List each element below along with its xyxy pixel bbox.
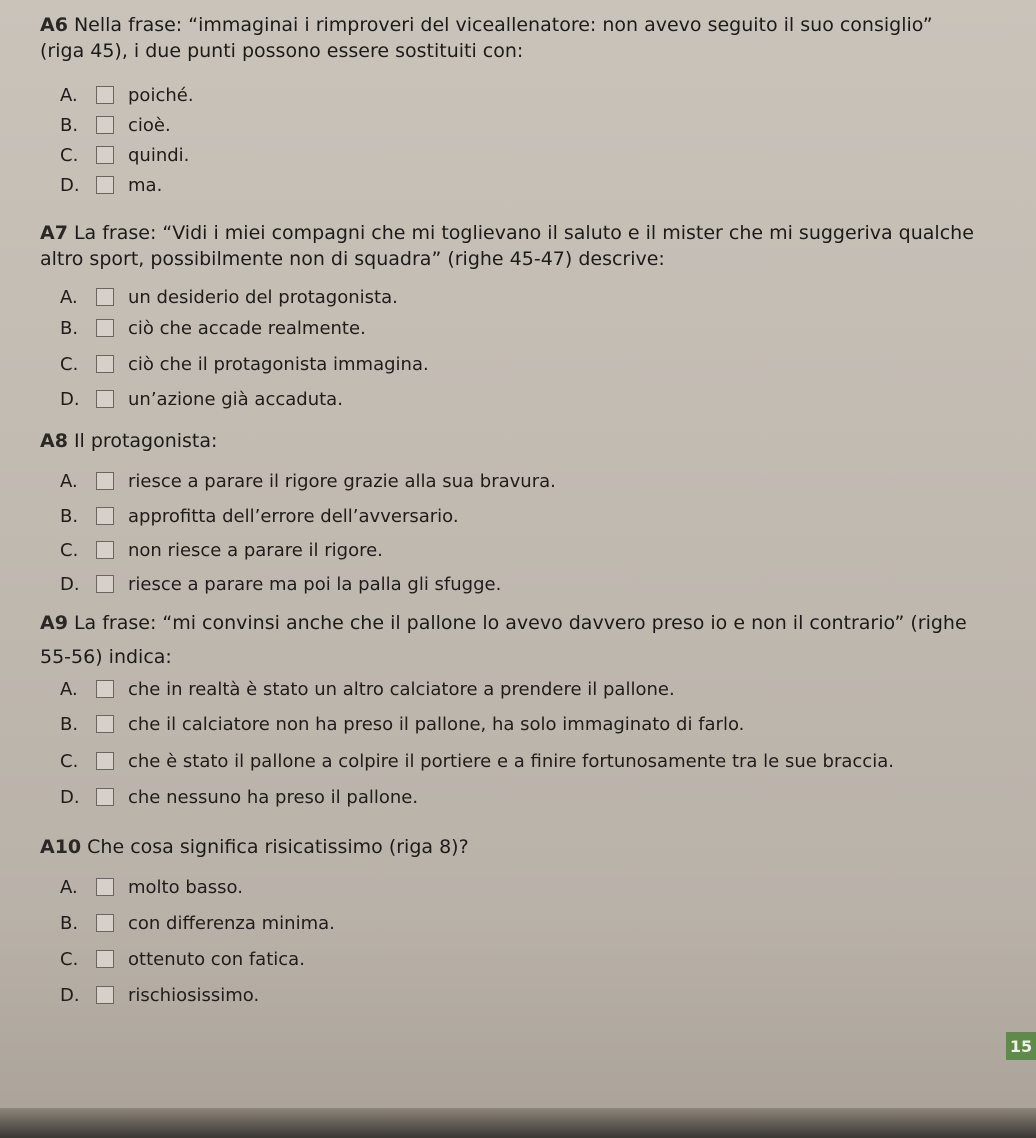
option-letter: C. — [60, 539, 79, 561]
option-text: riesce a parare ma poi la palla gli sfugge. — [128, 573, 502, 595]
checkbox[interactable] — [96, 950, 114, 968]
option-text: ottenuto con fatica. — [128, 948, 305, 970]
option-a10-b[interactable] — [60, 908, 335, 938]
option-text: ciò che accade realmente. — [128, 317, 366, 339]
option-letter: C. — [60, 750, 79, 772]
option-letter: A. — [60, 876, 78, 898]
question-text-line: Il protagonista: — [73, 430, 218, 452]
question-number: A8 — [40, 430, 68, 452]
option-a8-b[interactable] — [60, 501, 459, 531]
option-a9-a[interactable] — [60, 674, 675, 704]
option-text: che in realtà è stato un altro calciatore a prendere il pallone. — [128, 678, 675, 700]
option-a8-c[interactable] — [60, 535, 383, 565]
checkbox[interactable] — [96, 319, 114, 337]
option-text: che il calciatore non ha preso il pallone, ha solo immaginato di farlo. — [128, 713, 745, 735]
checkbox[interactable] — [96, 355, 114, 373]
option-text: approfitta dell’errore dell’avversario. — [128, 505, 459, 527]
option-text: quindi. — [128, 144, 190, 166]
option-letter: A. — [60, 678, 78, 700]
option-text: cioè. — [128, 114, 171, 136]
option-text: non riesce a parare il rigore. — [128, 539, 383, 561]
option-letter: B. — [60, 912, 79, 934]
question-a6 — [40, 12, 1006, 64]
question-text-line: (riga 45), i due punti possono essere sostituiti con: — [40, 40, 524, 62]
option-letter: C. — [60, 144, 79, 166]
option-a7-c[interactable] — [60, 349, 429, 379]
option-text: molto basso. — [128, 876, 243, 898]
option-a9-d[interactable] — [60, 782, 418, 812]
checkbox[interactable] — [96, 752, 114, 770]
checkbox[interactable] — [96, 541, 114, 559]
question-text-line: La frase: “Vidi i miei compagni che mi toglievano il saluto e il mister che mi suggeriva qualche — [73, 222, 974, 244]
option-a7-b[interactable] — [60, 313, 366, 343]
checkbox[interactable] — [96, 86, 114, 104]
checkbox[interactable] — [96, 715, 114, 733]
checkbox[interactable] — [96, 116, 114, 134]
option-text: poiché. — [128, 84, 194, 106]
checkbox[interactable] — [96, 575, 114, 593]
option-a8-a[interactable] — [60, 466, 556, 496]
option-letter: D. — [60, 388, 80, 410]
page-bottom-shadow — [0, 1108, 1036, 1138]
checkbox[interactable] — [96, 878, 114, 896]
option-letter: C. — [60, 948, 79, 970]
option-a10-a[interactable] — [60, 872, 243, 902]
option-letter: A. — [60, 286, 78, 308]
question-text-line: La frase: “mi convinsi anche che il pallone lo avevo davvero preso io e non il contrario” (righe — [73, 612, 967, 634]
question-a8 — [40, 428, 1006, 454]
checkbox[interactable] — [96, 788, 114, 806]
checkbox[interactable] — [96, 288, 114, 306]
option-text: con differenza minima. — [128, 912, 335, 934]
option-text: che è stato il pallone a colpire il portiere e a finire fortunosamente tra le sue braccia. — [128, 750, 894, 772]
question-number: A9 — [40, 612, 68, 634]
question-text-line: 55-56) indica: — [40, 646, 172, 668]
option-text: un’azione già accaduta. — [128, 388, 343, 410]
question-a9 — [40, 610, 1006, 670]
option-letter: B. — [60, 114, 79, 136]
option-letter: A. — [60, 470, 78, 492]
option-letter: D. — [60, 573, 80, 595]
question-text-line: altro sport, possibilmente non di squadra” (righe 45-47) descrive: — [40, 248, 665, 270]
question-text-line: Nella frase: “immaginai i rimproveri del viceallenatore: non avevo seguito il suo consiglio” — [73, 14, 933, 36]
option-text: rischiosissimo. — [128, 984, 260, 1006]
option-text: ciò che il protagonista immagina. — [128, 353, 429, 375]
option-a6-d[interactable] — [60, 170, 162, 200]
option-letter: B. — [60, 713, 79, 735]
option-a6-a[interactable] — [60, 80, 194, 110]
question-a7 — [40, 220, 1006, 272]
option-a10-d[interactable] — [60, 980, 259, 1010]
option-a8-d[interactable] — [60, 569, 501, 599]
option-text: riesce a parare il rigore grazie alla sua bravura. — [128, 470, 556, 492]
option-letter: D. — [60, 984, 80, 1006]
question-a10 — [40, 834, 1006, 860]
option-a9-b[interactable] — [60, 709, 744, 739]
question-text-line: Che cosa significa risicatissimo (riga 8)? — [87, 836, 469, 858]
question-number: A10 — [40, 836, 82, 858]
option-a9-c[interactable] — [60, 746, 894, 776]
checkbox[interactable] — [96, 176, 114, 194]
option-letter: A. — [60, 84, 78, 106]
option-text: ma. — [128, 174, 163, 196]
option-a7-a[interactable] — [60, 282, 398, 312]
option-letter: B. — [60, 317, 79, 339]
question-number: A6 — [40, 14, 68, 36]
option-a6-b[interactable] — [60, 110, 171, 140]
option-letter: B. — [60, 505, 79, 527]
checkbox[interactable] — [96, 472, 114, 490]
checkbox[interactable] — [96, 507, 114, 525]
option-text: un desiderio del protagonista. — [128, 286, 398, 308]
question-number: A7 — [40, 222, 68, 244]
option-text: che nessuno ha preso il pallone. — [128, 786, 419, 808]
option-a6-c[interactable] — [60, 140, 189, 170]
option-letter: C. — [60, 353, 79, 375]
option-letter: D. — [60, 786, 80, 808]
checkbox[interactable] — [96, 390, 114, 408]
option-letter: D. — [60, 174, 80, 196]
checkbox[interactable] — [96, 914, 114, 932]
checkbox[interactable] — [96, 986, 114, 1004]
checkbox[interactable] — [96, 680, 114, 698]
option-a10-c[interactable] — [60, 944, 305, 974]
checkbox[interactable] — [96, 146, 114, 164]
option-a7-d[interactable] — [60, 384, 343, 414]
page-number-badge: 15 — [1006, 1032, 1036, 1060]
